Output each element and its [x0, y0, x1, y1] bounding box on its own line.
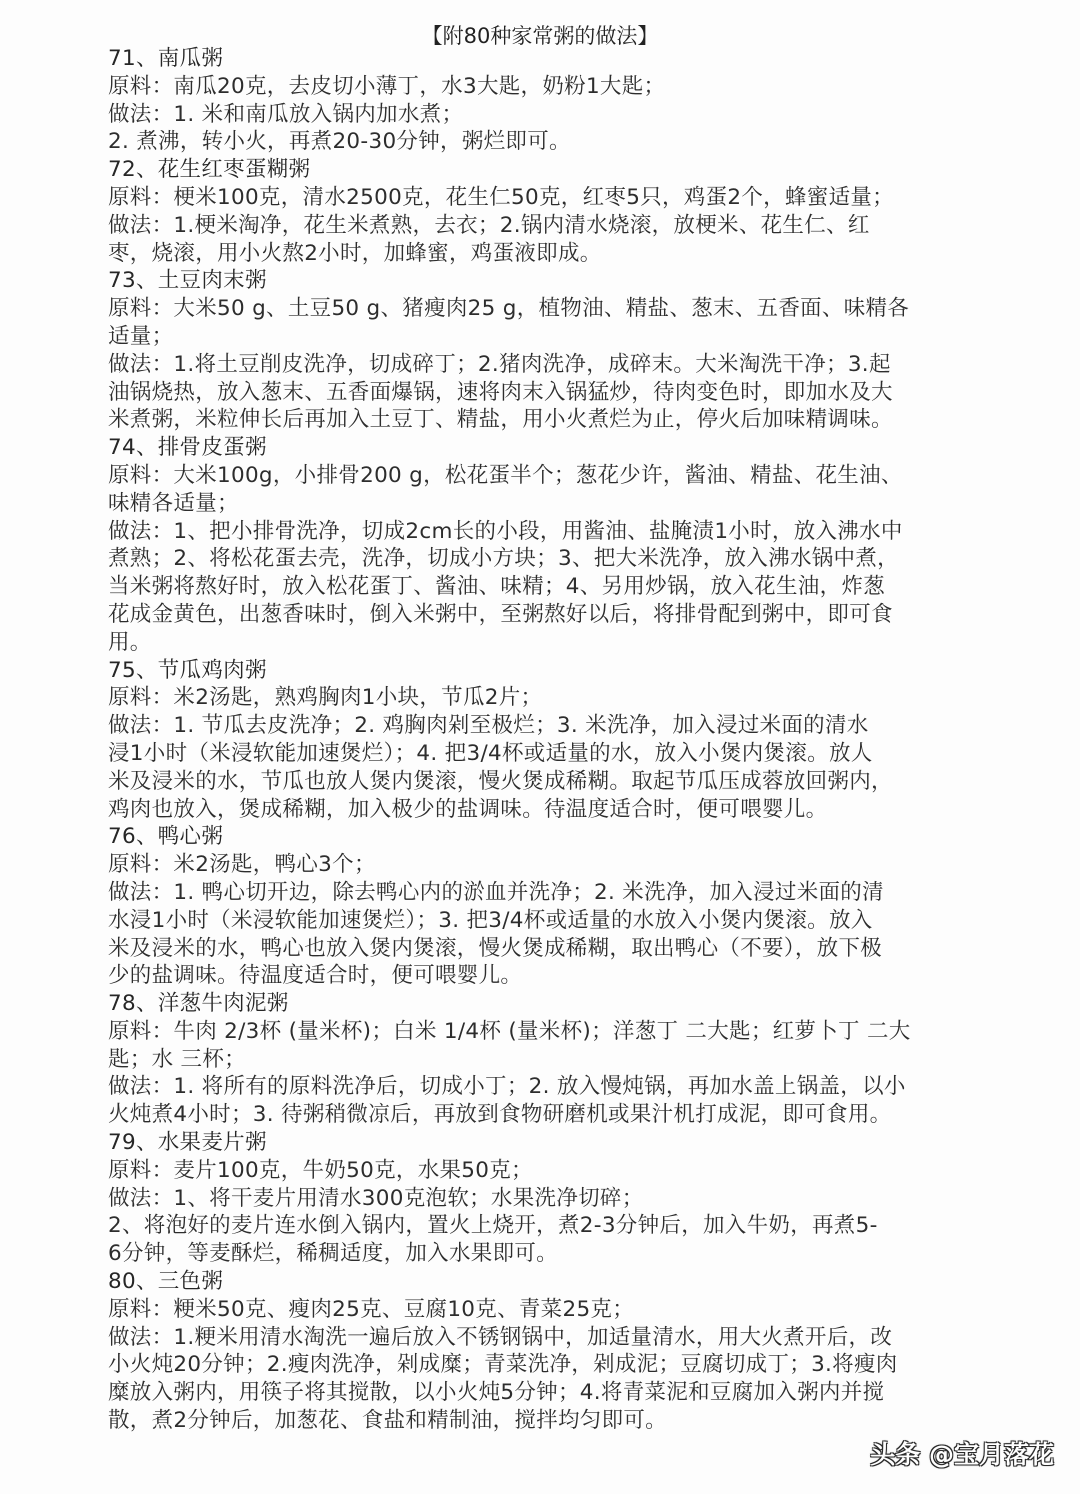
- text-line: 用。: [108, 629, 152, 655]
- text-line: 少的盐调味。待温度适合时，便可喂婴儿。: [108, 963, 523, 989]
- text-line: 做法：1、将干麦片用清水300克泡软；水果洗净切碎；: [108, 1185, 644, 1211]
- text-line: 适量；: [108, 323, 174, 349]
- text-line: 煮熟；2、将松花蛋去壳，洗净，切成小方块；3、把大米洗净，放入沸水锅中煮，: [108, 546, 899, 572]
- text-line: 水浸1小时（米浸软能加速煲烂）；3. 把3/4杯或适量的水放入小煲内煲滚。放入: [108, 907, 873, 933]
- watermark: 头条 @宝月落花: [870, 1440, 1054, 1469]
- text-line: 做法：1.粳米用清水淘洗一遍后放入不锈钢锅中，加适量清水，用大火煮开后，改: [108, 1324, 893, 1350]
- page-title: 【附80种家常粥的做法】: [421, 24, 659, 48]
- text-line: 做法：1. 节瓜去皮洗净；2. 鸡胸肉剁至极烂；3. 米洗净，加入浸过米面的清水: [108, 713, 869, 739]
- text-line: 味精各适量；: [108, 490, 239, 516]
- recipe-heading: 75、节瓜鸡肉粥: [108, 657, 267, 683]
- text-line: 油锅烧热，放入葱末、五香面爆锅，速将肉末入锅猛炒，待肉变色时，即加水及大: [108, 379, 893, 405]
- text-line: 花成金黄色，出葱香味时，倒入米粥中，至粥熬好以后，将排骨配到粥中，即可食: [108, 601, 893, 627]
- text-line: 原料：牛肉 2/3杯 (量米杯)；白米 1/4杯 (量米杯)；洋葱丁 二大匙；红萝卜丁 二大: [108, 1018, 911, 1044]
- text-line: 糜放入粥内，用筷子将其搅散，以小火炖5分钟；4.将青菜泥和豆腐加入粥内并搅: [108, 1380, 885, 1406]
- recipe-heading: 71、南瓜粥: [108, 46, 224, 71]
- text-line: 浸1小时（米浸软能加速煲烂）；4. 把3/4杯或适量的水，放入小煲内煲滚。放人: [108, 740, 873, 766]
- text-line: 原料：南瓜20克，去皮切小薄丁，水3大匙，奶粉1大匙；: [108, 73, 666, 99]
- text-line: 做法：1. 鸭心切开边，除去鸭心内的淤血并洗净；2. 米洗净，加入浸过米面的清: [108, 879, 884, 905]
- text-line: 做法：1. 将所有的原料洗净后，切成小丁；2. 放入慢炖锅，再加水盖上锅盖，以小: [108, 1074, 906, 1100]
- text-line: 米煮粥，米粒伸长后再加入土豆丁、精盐，用小火煮烂为止，停火后加味精调味。: [108, 407, 893, 433]
- recipe-heading: 79、水果麦片粥: [108, 1130, 267, 1156]
- text-line: 米及浸米的水，节瓜也放人煲内煲滚，慢火煲成稀糊。取起节瓜压成蓉放回粥内，: [108, 768, 893, 794]
- recipe-content: [108, 45, 976, 1435]
- text-line: 做法：1.将土豆削皮洗净，切成碎丁；2.猪肉洗净，成碎末。大米淘洗干净；3.起: [108, 351, 891, 377]
- text-line: 原料：梗米100克，清水2500克，花生仁50克，红枣5只，鸡蛋2个，蜂蜜适量；: [108, 184, 894, 210]
- text-line: 原料：大米50 g、土豆50 g、猪瘦肉25 g，植物油、精盐、葱末、五香面、味精各: [108, 296, 910, 322]
- text-line: 火炖煮4小时；3. 待粥稍微凉后，再放到食物研磨机或果汁机打成泥，即可食用。: [108, 1102, 892, 1128]
- recipe-heading: 74、排骨皮蛋粥: [108, 435, 267, 461]
- text-line: 鸡肉也放入，煲成稀糊，加入极少的盐调味。待温度适合时，便可喂婴儿。: [108, 796, 828, 822]
- text-line: 散，煮2分钟后，加葱花、食盐和精制油，搅拌均匀即可。: [108, 1408, 667, 1434]
- recipe-heading: 72、花生红枣蛋糊粥: [108, 157, 311, 183]
- text-line: 当米粥将熬好时，放入松花蛋丁、酱油、味精；4、另用炒锅，放入花生油，炸葱: [108, 574, 885, 600]
- recipe-heading: 78、洋葱牛肉泥粥: [108, 991, 289, 1017]
- text-line: 小火炖20分钟；2.瘦肉洗净，剁成糜；青菜洗净，剁成泥；豆腐切成丁；3.将瘦肉: [108, 1352, 898, 1378]
- recipe-heading: 76、鸭心粥: [108, 824, 224, 850]
- text-line: 做法：1. 米和南瓜放入锅内加水煮；: [108, 101, 464, 127]
- text-line: 原料：米2汤匙，鸭心3个；: [108, 852, 376, 878]
- text-line: 枣，烧滚，用小火熬2小时，加蜂蜜，鸡蛋液即成。: [108, 240, 602, 266]
- text-line: 匙；水 三杯；: [108, 1046, 246, 1072]
- recipe-heading: 80、三色粥: [108, 1269, 224, 1295]
- text-line: 原料：大米100g，小排骨200 g，松花蛋半个；葱花少许，酱油、精盐、花生油、: [108, 462, 903, 488]
- text-line: 2. 煮沸，转小火，再煮20-30分钟，粥烂即可。: [108, 129, 571, 155]
- text-line: 做法：1、把小排骨洗净，切成2cm长的小段，用酱油、盐腌渍1小时，放入沸水中: [108, 518, 903, 544]
- text-line: 原料：粳米50克、瘦肉25克、豆腐10克、青菜25克；: [108, 1296, 635, 1322]
- text-line: 2、将泡好的麦片连水倒入锅内，置火上烧开，煮2-3分钟后，加入牛奶，再煮5-: [108, 1213, 878, 1239]
- recipe-heading: 73、土豆肉末粥: [108, 268, 267, 294]
- text-line: 原料：米2汤匙，熟鸡胸肉1小块，节瓜2片；: [108, 685, 543, 711]
- text-line: 米及浸米的水，鸭心也放入煲内煲滚，慢火煲成稀糊，取出鸭心（不要），放下极: [108, 935, 883, 961]
- text-line: 6分钟，等麦酥烂，稀稠适度，加入水果即可。: [108, 1241, 558, 1267]
- text-line: 原料：麦片100克，牛奶50克，水果50克；: [108, 1157, 533, 1183]
- text-line: 做法：1.梗米淘净，花生米煮熟，去衣；2.锅内清水烧滚，放梗米、花生仁、红: [108, 212, 870, 238]
